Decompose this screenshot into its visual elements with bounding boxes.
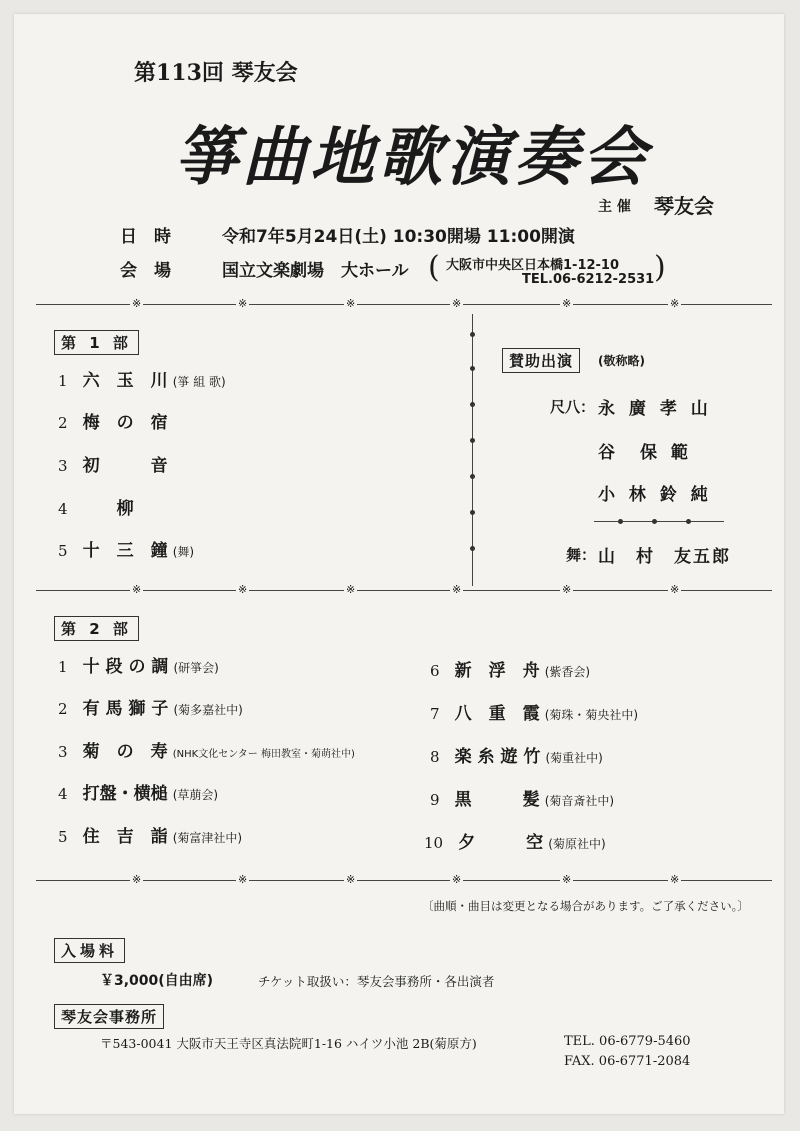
section-divider xyxy=(36,304,772,305)
divider-mark: ※ xyxy=(346,873,356,886)
item-number: 9 xyxy=(430,791,440,809)
divider-mark: ※ xyxy=(562,873,572,886)
date-value: 令和7年5月24日(土) 10:30開場 11:00開演 xyxy=(222,227,575,247)
date-label: 日 時 xyxy=(120,227,171,247)
piece-note: (箏 組 歌) xyxy=(172,375,226,389)
flyer-sheet xyxy=(14,14,784,1114)
piece-note: (菊音斎社中) xyxy=(544,794,615,808)
piece-note: (菊重社中) xyxy=(545,751,603,765)
separator-dot xyxy=(470,332,475,337)
item-number: 4 xyxy=(58,785,68,803)
divider-mark: ※ xyxy=(238,583,248,596)
piece-note: (菊珠・菊央社中) xyxy=(544,708,639,722)
separator-dot xyxy=(470,474,475,479)
divider-mark: ※ xyxy=(670,873,680,886)
part2-item xyxy=(430,656,590,681)
divider-mark: ※ xyxy=(346,583,356,596)
piece-title: 夕 空 xyxy=(458,833,544,853)
piece-note: (紫香会) xyxy=(544,665,591,679)
item-number: 2 xyxy=(58,700,68,718)
piece-title: 新 浮 舟 xyxy=(454,661,540,681)
item-number: 7 xyxy=(430,705,440,723)
piece-title: 黒 髪 xyxy=(454,790,540,810)
guests-label: 賛助出演 xyxy=(502,348,580,373)
guest-divider-dot xyxy=(686,519,691,524)
separator-dot xyxy=(470,438,475,443)
divider-mark: ※ xyxy=(452,583,462,596)
divider-mark: ※ xyxy=(346,297,356,310)
piece-note: (舞) xyxy=(172,545,195,559)
piece-title: 梅 の 宿 xyxy=(82,413,168,433)
venue-label: 会 場 xyxy=(120,261,171,281)
divider-mark: ※ xyxy=(238,873,248,886)
item-number: 8 xyxy=(430,748,440,766)
organizer-label: 主 催 xyxy=(598,199,631,215)
admission-label: 入場料 xyxy=(54,938,125,963)
concert-title: 箏曲地歌演奏会 xyxy=(174,120,650,195)
venue-tel: TEL.06-6212-2531 xyxy=(522,272,655,287)
office-tel: TEL. 06-6779-5460 xyxy=(564,1034,691,1049)
part2-item xyxy=(424,828,606,853)
piece-note: (菊多嘉社中) xyxy=(173,703,243,717)
address-open-paren: ( xyxy=(428,250,440,285)
item-number: 6 xyxy=(430,662,440,680)
section-divider xyxy=(36,880,772,881)
item-number: 3 xyxy=(58,457,68,475)
admission-price: ￥3,000(自由席) xyxy=(100,973,214,989)
divider-mark: ※ xyxy=(132,583,142,596)
part1-item xyxy=(58,494,134,519)
part1-item xyxy=(58,536,194,561)
item-number: 5 xyxy=(58,828,68,846)
organizer-name: 琴友会 xyxy=(654,194,714,218)
piece-note: (草萠会) xyxy=(172,788,219,802)
divider-mark: ※ xyxy=(670,297,680,310)
divider-mark: ※ xyxy=(670,583,680,596)
piece-title: 初 音 xyxy=(82,456,168,476)
change-notice: 〔曲順・曲目は変更となる場合があります。ご了承ください。〕 xyxy=(422,899,749,913)
office-fax: FAX. 06-6771-2084 xyxy=(564,1054,691,1069)
guest-name: 小 林 鈴 純 xyxy=(598,485,712,505)
part2-item xyxy=(58,822,242,847)
piece-title: 十 三 鐘 xyxy=(82,541,168,561)
divider-mark: ※ xyxy=(452,873,462,886)
address-close-paren: ) xyxy=(654,250,666,285)
separator-dot xyxy=(470,510,475,515)
part2-label: 第 2 部 xyxy=(54,616,139,641)
dance-label: 舞： xyxy=(566,546,597,564)
divider-mark: ※ xyxy=(562,297,572,310)
part2-item xyxy=(430,699,638,724)
separator-dot xyxy=(470,402,475,407)
divider-mark: ※ xyxy=(132,297,142,310)
item-number: 3 xyxy=(58,743,68,761)
part1-item xyxy=(58,366,226,391)
piece-title: 柳 xyxy=(82,499,134,519)
separator-dot xyxy=(470,546,475,551)
piece-note: (菊原社中) xyxy=(548,837,606,851)
piece-title: 六 玉 川 xyxy=(82,371,168,391)
guest-divider-dot xyxy=(652,519,657,524)
piece-title: 楽 糸 遊 竹 xyxy=(454,747,541,767)
item-number: 4 xyxy=(58,500,68,518)
venue-address: 大阪市中央区日本橋1-12-10 xyxy=(446,258,620,273)
piece-title: 有 馬 獅 子 xyxy=(82,699,169,719)
item-number: 1 xyxy=(58,658,68,676)
separator-dot xyxy=(470,366,475,371)
section-divider xyxy=(36,590,772,591)
item-number: 2 xyxy=(58,414,68,432)
item-number: 1 xyxy=(58,372,68,390)
piece-note: (菊富津社中) xyxy=(172,831,243,845)
dance-guest-name: 山 村 友五郎 xyxy=(598,547,731,567)
part2-item xyxy=(58,694,243,719)
piece-title: 菊 の 寿 xyxy=(82,742,168,762)
office-address: 〒543-0041 大阪市天王寺区真法院町1-16 ハイツ小池 2B(菊原方) xyxy=(100,1036,477,1051)
item-number: 5 xyxy=(58,542,68,560)
piece-note: (NHK文化センター 梅田教室・菊萌社中) xyxy=(172,749,355,760)
part2-item xyxy=(58,737,355,762)
edition-heading: 第113回 琴友会 xyxy=(134,60,298,86)
office-label: 琴友会事務所 xyxy=(54,1004,164,1029)
part2-item xyxy=(430,742,603,767)
guest-divider-dot xyxy=(618,519,623,524)
part2-item xyxy=(58,779,218,804)
item-number: 10 xyxy=(424,834,444,852)
ticket-outlets: チケット取扱い：琴友会事務所・各出演者 xyxy=(258,974,495,989)
honorific-note: (敬称略) xyxy=(598,354,645,368)
piece-title: 十 段 の 調 xyxy=(82,657,169,677)
guest-name: 谷 保 範 xyxy=(598,443,692,463)
divider-mark: ※ xyxy=(132,873,142,886)
part2-item xyxy=(430,785,614,810)
piece-title: 打盤・横槌 xyxy=(82,784,168,804)
venue-value: 国立文楽劇場 大ホール xyxy=(222,261,409,281)
piece-title: 八 重 霞 xyxy=(454,704,540,724)
divider-mark: ※ xyxy=(562,583,572,596)
part1-item xyxy=(58,451,168,476)
piece-note: (研箏会) xyxy=(173,661,219,675)
divider-mark: ※ xyxy=(452,297,462,310)
shakuhachi-label: 尺八： xyxy=(550,398,596,416)
guest-name: 永 廣 孝 山 xyxy=(598,399,712,419)
piece-title: 住 吉 詣 xyxy=(82,827,168,847)
guest-divider xyxy=(594,521,724,522)
part1-item xyxy=(58,408,168,433)
part2-item xyxy=(58,652,219,677)
divider-mark: ※ xyxy=(238,297,248,310)
part1-label: 第 1 部 xyxy=(54,330,139,355)
